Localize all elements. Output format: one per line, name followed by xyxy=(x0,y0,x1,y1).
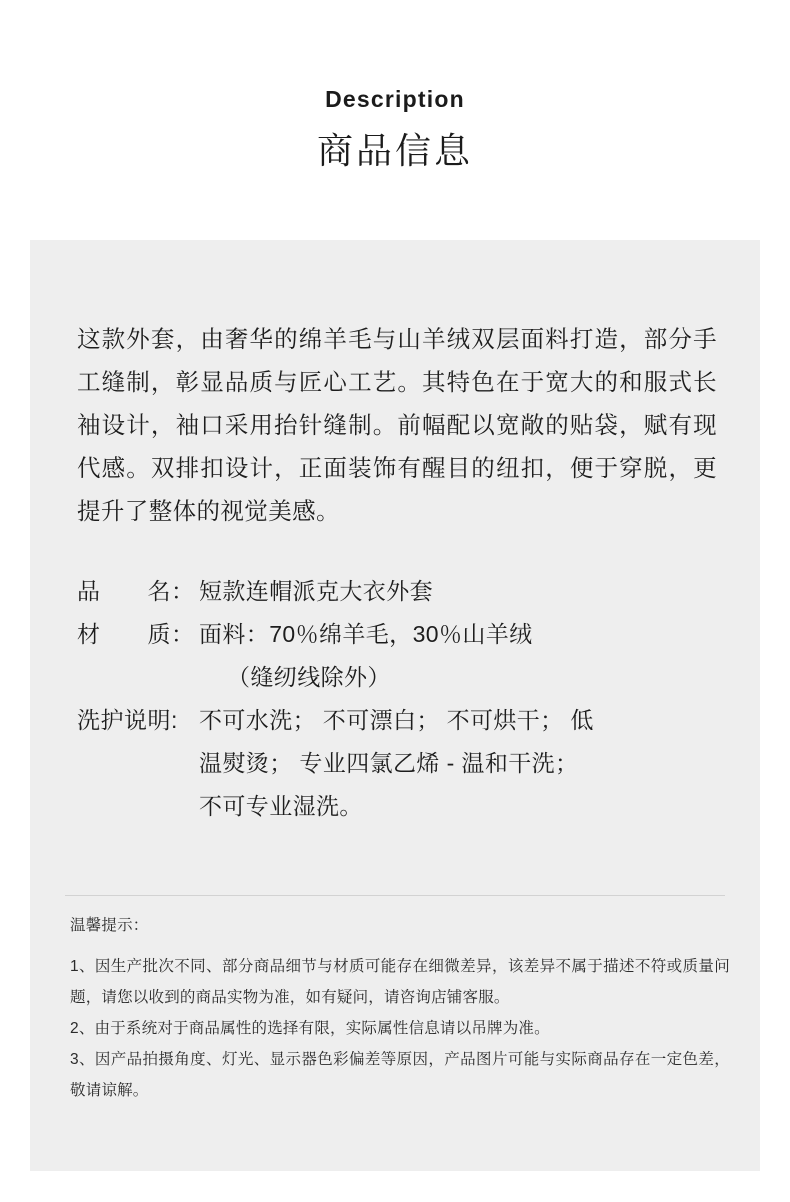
spec-row xyxy=(77,613,720,699)
spec-row xyxy=(77,699,720,828)
notice-item: 2、由于系统对于商品属性的选择有限，实际属性信息请以吊牌为准。 xyxy=(70,1020,550,1037)
description-paragraph: 这款外套，由奢华的绵羊毛与山羊绒双层面料打造，部分手工缝制，彰显品质与匠心工艺。其特色在于宽大的和服式长袖设计，袖口采用抬针缝制。前幅配以宽敞的贴袋，赋有现代感。双排扣设计，正面装饰有醒目的纽扣，便于穿脱，更提升了整体的视觉美感。 xyxy=(77,326,717,524)
spec-value-line: 不可水洗； 不可漂白； 不可烘干； 低 xyxy=(199,707,594,733)
spec-label: 品 名： xyxy=(77,578,195,604)
notice-item: 1、因生产批次不同、部分商品细节与材质可能存在细微差异，该差异不属于描述不符或质量问题，请您以收到的商品实物为准，如有疑问，请咨询店铺客服。 xyxy=(70,958,730,1006)
spec-value-line: （缝纫线除外） xyxy=(227,664,391,690)
page-header xyxy=(0,0,790,173)
spec-label: 材 质： xyxy=(77,621,195,647)
spec-values xyxy=(199,613,720,699)
spec-label: 洗护说明: xyxy=(77,707,178,733)
spec-value-line: 不可专业湿洗。 xyxy=(199,793,363,819)
header-eyebrow: Description xyxy=(325,86,465,112)
panel-content xyxy=(77,318,720,828)
notice-title: 温馨提示： xyxy=(70,917,149,934)
notice-item: 3、因产品拍摄角度、灯光、显示器色彩偏差等原因，产品图片可能与实际商品存在一定色差，敬请谅解。 xyxy=(70,1051,730,1099)
description-panel xyxy=(30,240,760,1171)
spec-values xyxy=(199,699,720,828)
spec-value-line: 温熨烫； 专业四氯乙烯 - 温和干洗； xyxy=(199,750,579,776)
page-title: 商品信息 xyxy=(316,129,473,171)
spec-value-line: 短款连帽派克大衣外套 xyxy=(199,578,433,604)
spec-values xyxy=(199,570,720,613)
spec-row xyxy=(77,570,720,613)
spec-list xyxy=(77,570,720,828)
section-divider xyxy=(65,895,725,896)
spec-value-line: 面料：70％绵羊毛，30％山羊绒 xyxy=(199,621,533,647)
notice-block xyxy=(70,910,730,1106)
